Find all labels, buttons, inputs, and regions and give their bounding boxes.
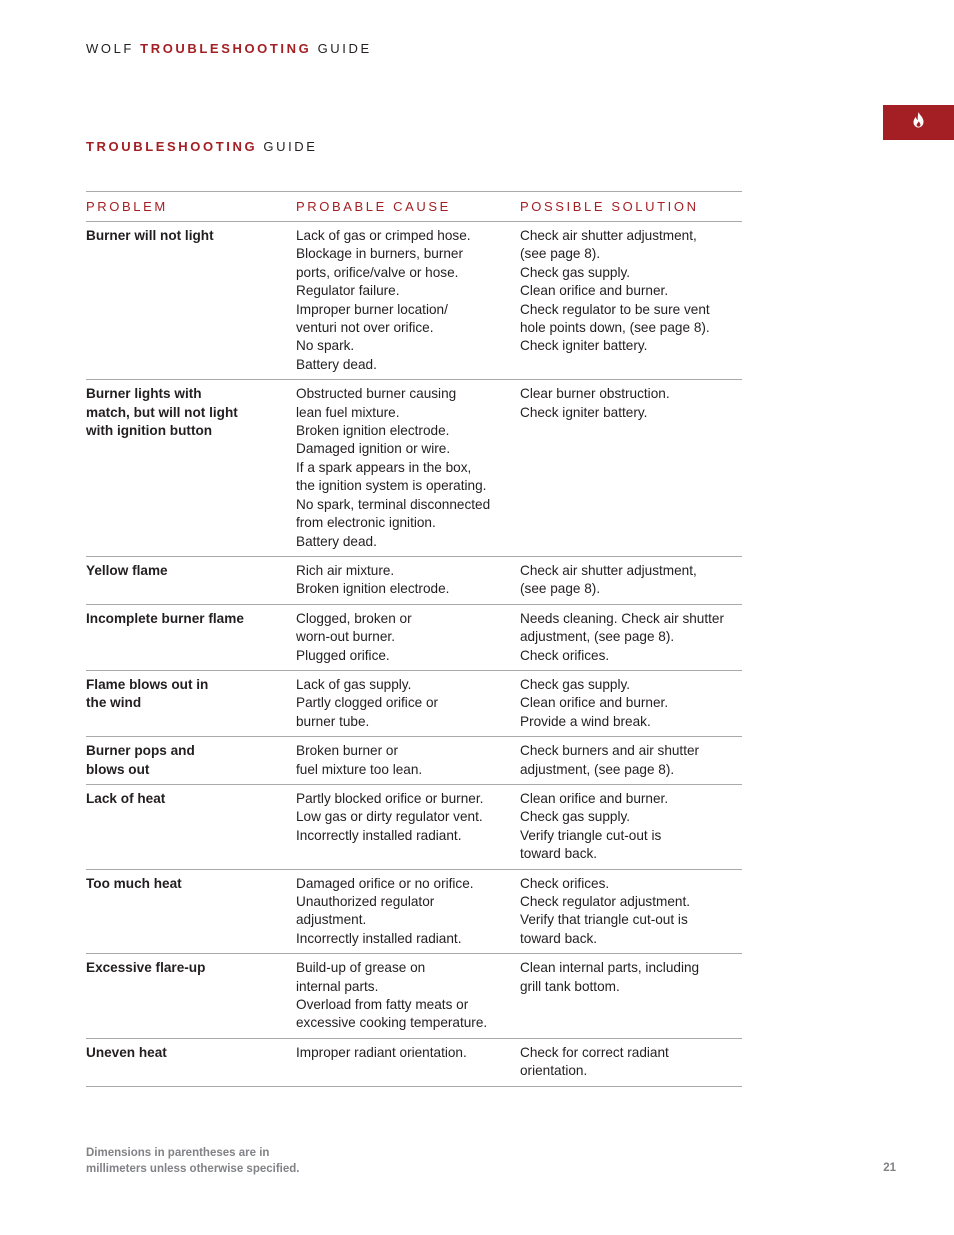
cause-line: Build-up of grease on [296,960,426,976]
problem-line: Burner pops and [86,743,195,759]
problem-line: Too much heat [86,875,182,891]
possible-solution-cell [520,1038,742,1086]
problem-line: with ignition button [86,423,213,439]
solution-line: (see page 8). [520,246,601,262]
solution-line: (see page 8). [520,581,601,597]
problem-cell [86,954,296,1039]
cause-line: Broken burner or [296,743,399,759]
problem-cell [86,556,296,604]
column-header-problem: PROBLEM [86,192,296,222]
header-brand: WOLF [86,41,134,56]
cause-line: from electronic ignition. [296,515,436,531]
flame-icon [912,112,925,133]
cause-line: Lack of gas supply. [296,676,412,692]
cause-line: Lack of gas or crimped hose. [296,228,471,243]
solution-line: toward back. [520,930,598,946]
cause-line: Rich air mixture. [296,562,395,578]
cause-line: Improper radiant orientation. [296,1044,467,1060]
solution-line: grill tank bottom. [520,978,620,994]
possible-solution-cell [520,954,742,1039]
solution-line: adjustment, (see page 8). [520,629,675,645]
cause-line: Broken ignition electrode. [296,423,450,439]
problem-cell [86,604,296,670]
cause-line: Battery dead. [296,356,377,372]
solution-line: adjustment, (see page 8). [520,761,675,777]
section-title [86,139,318,154]
possible-solution-cell [520,380,742,557]
cause-line: Plugged orifice. [296,647,390,663]
probable-cause-cell [296,869,520,954]
solution-line: Clean orifice and burner. [520,695,669,711]
cause-line: Overload from fatty meats or [296,997,469,1013]
cause-line: the ignition system is operating. [296,478,487,494]
troubleshooting-table [86,191,742,1087]
probable-cause-cell [296,222,520,380]
footnote-line: millimeters unless otherwise specified. [86,1163,300,1175]
table-row [86,784,742,869]
probable-cause-cell [296,604,520,670]
problem-line: Flame blows out in [86,676,209,692]
table-row [86,380,742,557]
probable-cause-cell [296,556,520,604]
problem-cell [86,784,296,869]
probable-cause-cell [296,784,520,869]
possible-solution-cell [520,784,742,869]
solution-line: Clean orifice and burner. [520,790,669,806]
possible-solution-cell [520,222,742,380]
solution-line: Check orifices. [520,647,610,663]
solution-line: Check air shutter adjustment, [520,562,697,578]
solution-line: Needs cleaning. Check air shutter [520,610,725,626]
solution-line: Check gas supply. [520,809,631,825]
problem-cell [86,380,296,557]
header-highlight: TROUBLESHOOTING [140,41,312,56]
cause-line: lean fuel mixture. [296,404,400,420]
cause-line: venturi not over orifice. [296,320,434,336]
problem-line: Burner will not light [86,228,214,243]
cause-line: Improper burner location/ [296,301,448,317]
table-row [86,737,742,785]
solution-line: Check gas supply. [520,264,631,280]
table-header-row [86,192,742,222]
cause-line: Partly clogged orifice or [296,695,439,711]
solution-line: Check igniter battery. [520,404,648,420]
cause-line: Broken ignition electrode. [296,581,450,597]
possible-solution-cell [520,737,742,785]
solution-line: Check air shutter adjustment, [520,228,697,243]
solution-line: toward back. [520,846,598,862]
possible-solution-cell [520,670,742,736]
cause-line: Clogged, broken or [296,610,412,626]
cause-line: Regulator failure. [296,283,400,299]
probable-cause-cell [296,954,520,1039]
cause-line: Incorrectly installed radiant. [296,930,462,946]
possible-solution-cell [520,604,742,670]
footnote-line: Dimensions in parentheses are in [86,1147,270,1159]
problem-cell [86,869,296,954]
problem-cell [86,1038,296,1086]
problem-line: Uneven heat [86,1044,167,1060]
cause-line: Incorrectly installed radiant. [296,827,462,843]
problem-line: the wind [86,695,142,711]
cause-line: excessive cooking temperature. [296,1015,488,1031]
footnote [86,1145,299,1177]
solution-line: Clean internal parts, including [520,960,700,976]
section-title-suffix: GUIDE [263,139,318,154]
cause-line: No spark, terminal disconnected [296,496,491,512]
solution-line: Check igniter battery. [520,338,648,354]
page-number: 21 [883,1162,896,1174]
solution-line: Check gas supply. [520,676,631,692]
solution-line: Check for correct radiant [520,1044,669,1060]
table-row [86,869,742,954]
table-row [86,954,742,1039]
cause-line: fuel mixture too lean. [296,761,423,777]
possible-solution-cell [520,556,742,604]
problem-line: Burner lights with [86,386,202,402]
problem-line: match, but will not light [86,404,238,420]
cause-line: Low gas or dirty regulator vent. [296,809,483,825]
solution-line: Provide a wind break. [520,713,651,729]
solution-line: Check regulator adjustment. [520,894,691,909]
cause-line: burner tube. [296,713,370,729]
solution-line: orientation. [520,1063,588,1079]
solution-line: Check regulator to be sure vent [520,301,710,317]
cause-line: Battery dead. [296,533,377,549]
cause-line: internal parts. [296,978,379,994]
cause-line: ports, orifice/valve or hose. [296,264,459,280]
possible-solution-cell [520,869,742,954]
problem-line: Lack of heat [86,790,166,806]
table-row [86,1038,742,1086]
probable-cause-cell [296,1038,520,1086]
cause-line: Damaged orifice or no orifice. [296,875,474,891]
cause-line: If a spark appears in the box, [296,459,472,475]
table-row [86,604,742,670]
section-tab [883,105,954,140]
cause-line: Partly blocked orifice or burner. [296,790,484,806]
table-row [86,670,742,736]
cause-line: adjustment. [296,912,367,928]
problem-line: Yellow flame [86,562,168,578]
solution-line: Verify triangle cut-out is [520,827,662,843]
column-header-possible-solution: POSSIBLE SOLUTION [520,192,742,222]
solution-line: hole points down, (see page 8). [520,320,710,336]
header-suffix: GUIDE [317,41,372,56]
cause-line: Unauthorized regulator [296,894,435,909]
solution-line: Check orifices. [520,875,610,891]
probable-cause-cell [296,380,520,557]
solution-line: Clean orifice and burner. [520,283,669,299]
running-header [86,41,372,56]
probable-cause-cell [296,737,520,785]
problem-line: Incomplete burner flame [86,610,244,626]
cause-line: Damaged ignition or wire. [296,441,451,457]
solution-line: Check burners and air shutter [520,743,700,759]
problem-cell [86,737,296,785]
problem-cell [86,222,296,380]
cause-line: worn-out burner. [296,629,395,645]
column-header-probable-cause: PROBABLE CAUSE [296,192,520,222]
section-title-highlight: TROUBLESHOOTING [86,139,258,154]
solution-line: Clear burner obstruction. [520,386,670,402]
problem-cell [86,670,296,736]
problem-line: Excessive flare-up [86,960,206,976]
cause-line: Obstructed burner causing [296,386,457,402]
solution-line: Verify that triangle cut-out is [520,912,688,928]
table-row [86,556,742,604]
cause-line: Blockage in burners, burner [296,246,463,262]
probable-cause-cell [296,670,520,736]
problem-line: blows out [86,761,150,777]
table-row [86,222,742,380]
cause-line: No spark. [296,338,355,354]
